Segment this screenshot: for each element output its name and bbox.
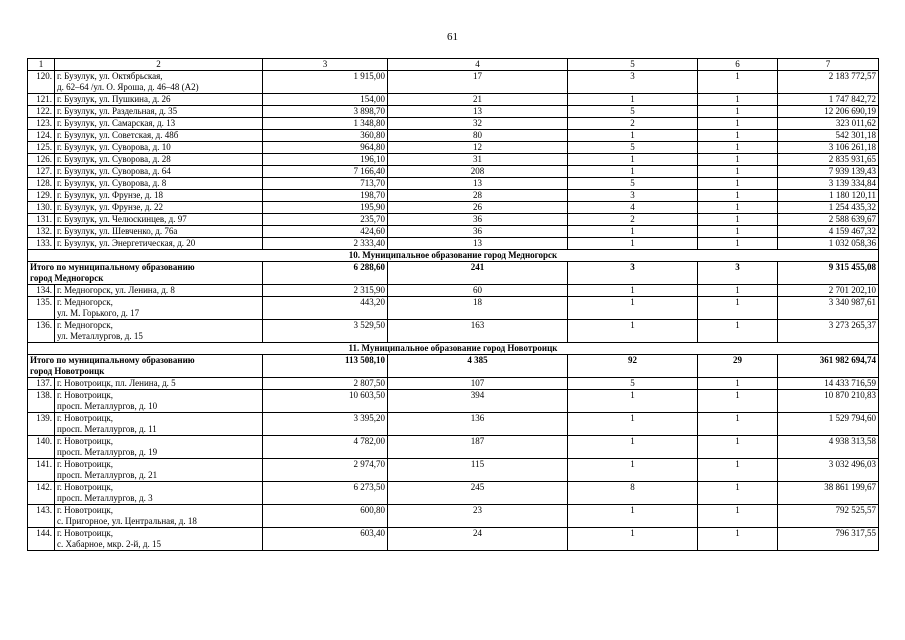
column-7-cell: 12 206 690,19 [778, 106, 879, 118]
column-7-cell: 7 939 139,43 [778, 166, 879, 178]
column-header-4: 4 [388, 59, 568, 71]
column-7-cell: 1 032 058,36 [778, 238, 879, 250]
column-7-cell: 2 835 931,65 [778, 154, 879, 166]
column-7-cell: 796 317,55 [778, 528, 879, 551]
column-5-cell: 1 [568, 505, 698, 528]
column-5-cell: 1 [568, 528, 698, 551]
column-5-cell: 1 [568, 297, 698, 320]
column-4-cell: 28 [388, 190, 568, 202]
table-row [28, 285, 879, 297]
column-3-cell: 443,20 [263, 297, 388, 320]
address-cell [55, 166, 263, 178]
address-cell [55, 238, 263, 250]
table-row [28, 238, 879, 250]
row-number-cell: 143. [28, 505, 55, 528]
row-number-cell: 126. [28, 154, 55, 166]
row-number-cell: 132. [28, 226, 55, 238]
column-4-cell: 18 [388, 297, 568, 320]
address-cell [55, 190, 263, 202]
column-6-cell: 1 [698, 154, 778, 166]
table-row [28, 178, 879, 190]
column-6-cell: 1 [698, 214, 778, 226]
address-cell [55, 528, 263, 551]
column-6-cell: 1 [698, 297, 778, 320]
total-column-7-cell: 9 315 455,08 [778, 262, 879, 285]
column-5-cell: 1 [568, 226, 698, 238]
total-label-line: Итого по муниципальному образованию [30, 262, 195, 272]
total-column-4-cell: 241 [388, 262, 568, 285]
column-4-cell: 17 [388, 71, 568, 94]
column-5-cell: 5 [568, 142, 698, 154]
address-line: г. Бузулук, ул. Суворова, д. 64 [57, 166, 171, 176]
column-5-cell: 1 [568, 166, 698, 178]
column-4-cell: 12 [388, 142, 568, 154]
column-6-cell: 1 [698, 378, 778, 390]
section-total-label [28, 262, 263, 285]
column-6-cell: 1 [698, 202, 778, 214]
column-4-cell: 394 [388, 390, 568, 413]
column-3-cell: 713,70 [263, 178, 388, 190]
address-cell [55, 178, 263, 190]
column-3-cell: 195,90 [263, 202, 388, 214]
column-7-cell: 1 254 435,32 [778, 202, 879, 214]
column-header-row [28, 59, 879, 71]
column-6-cell: 1 [698, 166, 778, 178]
column-4-cell: 13 [388, 238, 568, 250]
address-line: г. Медногорск, ул. Ленина, д. 8 [57, 285, 175, 295]
column-7-cell: 14 433 716,59 [778, 378, 879, 390]
row-number-cell: 134. [28, 285, 55, 297]
column-3-cell: 10 603,50 [263, 390, 388, 413]
column-5-cell: 3 [568, 190, 698, 202]
row-number-cell: 129. [28, 190, 55, 202]
section-heading: 11. Муниципальное образование город Новотроицк [28, 343, 879, 355]
column-3-cell: 3 898,70 [263, 106, 388, 118]
column-5-cell: 1 [568, 94, 698, 106]
address-line: просп. Металлургов, д. 3 [57, 493, 153, 503]
row-number-cell: 142. [28, 482, 55, 505]
column-7-cell: 3 139 334,84 [778, 178, 879, 190]
table-row [28, 118, 879, 130]
column-3-cell: 4 782,00 [263, 436, 388, 459]
address-line: г. Бузулук, ул. Шевченко, д. 76а [57, 226, 178, 236]
row-number-cell: 135. [28, 297, 55, 320]
column-5-cell: 1 [568, 285, 698, 297]
column-7-cell: 3 340 987,61 [778, 297, 879, 320]
column-header-7: 7 [778, 59, 879, 71]
column-6-cell: 1 [698, 528, 778, 551]
column-6-cell: 1 [698, 413, 778, 436]
table-row [28, 154, 879, 166]
total-label-line: город Медногорск [30, 273, 104, 283]
table-row [28, 436, 879, 459]
table-row [28, 413, 879, 436]
row-number-cell: 141. [28, 459, 55, 482]
table-row [28, 106, 879, 118]
column-4-cell: 80 [388, 130, 568, 142]
column-3-cell: 1 348,80 [263, 118, 388, 130]
address-cell [55, 130, 263, 142]
table-row [28, 71, 879, 94]
column-7-cell: 4 159 467,32 [778, 226, 879, 238]
column-3-cell: 2 974,70 [263, 459, 388, 482]
column-3-cell: 964,80 [263, 142, 388, 154]
column-7-cell: 3 032 496,03 [778, 459, 879, 482]
column-header-1: 1 [28, 59, 55, 71]
address-line: г. Новотроицк, [57, 505, 114, 515]
address-line: г. Новотроицк, [57, 459, 114, 469]
section-heading: 10. Муниципальное образование город Медногорск [28, 250, 879, 262]
column-3-cell: 154,00 [263, 94, 388, 106]
address-line: г. Новотроицк, [57, 436, 114, 446]
column-3-cell: 600,80 [263, 505, 388, 528]
column-5-cell: 1 [568, 320, 698, 343]
address-line: г. Бузулук, ул. Октябрьская, [57, 71, 163, 81]
table-row [28, 190, 879, 202]
address-cell [55, 94, 263, 106]
address-cell [55, 214, 263, 226]
column-5-cell: 1 [568, 459, 698, 482]
address-cell [55, 142, 263, 154]
address-line: г. Новотроицк, [57, 528, 114, 538]
column-7-cell: 3 106 261,18 [778, 142, 879, 154]
row-number-cell: 136. [28, 320, 55, 343]
row-number-cell: 139. [28, 413, 55, 436]
column-4-cell: 36 [388, 226, 568, 238]
column-3-cell: 3 395,20 [263, 413, 388, 436]
housing-registry-table [27, 58, 879, 551]
column-5-cell: 3 [568, 71, 698, 94]
total-column-5-cell: 3 [568, 262, 698, 285]
column-4-cell: 13 [388, 178, 568, 190]
address-line: г. Бузулук, ул. Челюскинцев, д. 97 [57, 214, 187, 224]
column-6-cell: 1 [698, 178, 778, 190]
row-number-cell: 137. [28, 378, 55, 390]
address-line: с. Пригорное, ул. Центральная, д. 18 [57, 516, 197, 526]
column-4-cell: 208 [388, 166, 568, 178]
column-7-cell: 2 183 772,57 [778, 71, 879, 94]
address-line: г. Бузулук, ул. Энергетическая, д. 20 [57, 238, 196, 248]
column-5-cell: 5 [568, 106, 698, 118]
address-line: г. Бузулук, ул. Суворова, д. 28 [57, 154, 171, 164]
address-line: г. Бузулук, ул. Самарская, д. 13 [57, 118, 176, 128]
section-total-row [28, 355, 879, 378]
column-7-cell: 4 938 313,58 [778, 436, 879, 459]
table-row [28, 214, 879, 226]
address-cell [55, 320, 263, 343]
address-cell [55, 505, 263, 528]
address-cell [55, 378, 263, 390]
row-number-cell: 128. [28, 178, 55, 190]
address-cell [55, 154, 263, 166]
column-3-cell: 235,70 [263, 214, 388, 226]
total-column-3-cell: 6 288,60 [263, 262, 388, 285]
address-cell [55, 118, 263, 130]
address-line: г. Медногорск, [57, 297, 113, 307]
row-number-cell: 122. [28, 106, 55, 118]
table-row [28, 226, 879, 238]
column-7-cell: 323 011,62 [778, 118, 879, 130]
table-row [28, 378, 879, 390]
column-5-cell: 4 [568, 202, 698, 214]
column-4-cell: 32 [388, 118, 568, 130]
column-7-cell: 1 180 120,11 [778, 190, 879, 202]
table-row [28, 130, 879, 142]
table-row [28, 142, 879, 154]
column-4-cell: 60 [388, 285, 568, 297]
column-6-cell: 1 [698, 285, 778, 297]
column-7-cell: 1 529 794,60 [778, 413, 879, 436]
row-number-cell: 138. [28, 390, 55, 413]
address-line: г. Медногорск, [57, 320, 113, 330]
column-6-cell: 1 [698, 238, 778, 250]
column-3-cell: 196,10 [263, 154, 388, 166]
address-line: г. Бузулук, ул. Фрунзе, д. 18 [57, 190, 163, 200]
row-number-cell: 123. [28, 118, 55, 130]
column-6-cell: 1 [698, 436, 778, 459]
column-4-cell: 245 [388, 482, 568, 505]
column-5-cell: 5 [568, 378, 698, 390]
row-number-cell: 120. [28, 71, 55, 94]
column-4-cell: 24 [388, 528, 568, 551]
column-6-cell: 1 [698, 130, 778, 142]
column-5-cell: 1 [568, 390, 698, 413]
total-label-line: Итого по муниципальному образованию [30, 355, 195, 365]
address-cell [55, 71, 263, 94]
section-heading-row [28, 250, 879, 262]
table-row [28, 320, 879, 343]
column-7-cell: 2 701 202,10 [778, 285, 879, 297]
row-number-cell: 130. [28, 202, 55, 214]
section-heading-row [28, 343, 879, 355]
row-number-cell: 124. [28, 130, 55, 142]
column-7-cell: 10 870 210,83 [778, 390, 879, 413]
column-5-cell: 5 [568, 178, 698, 190]
column-7-cell: 38 861 199,67 [778, 482, 879, 505]
table-row [28, 166, 879, 178]
column-4-cell: 36 [388, 214, 568, 226]
column-5-cell: 1 [568, 130, 698, 142]
address-line: просп. Металлургов, д. 11 [57, 424, 157, 434]
address-line: г. Бузулук, ул. Фрунзе, д. 22 [57, 202, 163, 212]
row-number-cell: 127. [28, 166, 55, 178]
total-column-7-cell: 361 982 694,74 [778, 355, 879, 378]
column-header-5: 5 [568, 59, 698, 71]
column-3-cell: 6 273,50 [263, 482, 388, 505]
column-3-cell: 603,40 [263, 528, 388, 551]
column-6-cell: 1 [698, 482, 778, 505]
column-5-cell: 1 [568, 154, 698, 166]
column-6-cell: 1 [698, 118, 778, 130]
column-3-cell: 3 529,50 [263, 320, 388, 343]
address-cell [55, 390, 263, 413]
column-7-cell: 1 747 842,72 [778, 94, 879, 106]
address-cell [55, 285, 263, 297]
address-line: ул. Металлургов, д. 15 [57, 331, 143, 341]
column-header-2: 2 [55, 59, 263, 71]
section-total-label [28, 355, 263, 378]
total-column-3-cell: 113 508,10 [263, 355, 388, 378]
column-7-cell: 2 588 639,67 [778, 214, 879, 226]
table-row [28, 297, 879, 320]
column-4-cell: 13 [388, 106, 568, 118]
total-column-6-cell: 3 [698, 262, 778, 285]
address-cell [55, 106, 263, 118]
total-column-4-cell: 4 385 [388, 355, 568, 378]
row-number-cell: 133. [28, 238, 55, 250]
table-row [28, 459, 879, 482]
column-4-cell: 26 [388, 202, 568, 214]
column-5-cell: 2 [568, 118, 698, 130]
column-5-cell: 2 [568, 214, 698, 226]
column-3-cell: 2 333,40 [263, 238, 388, 250]
address-cell [55, 436, 263, 459]
address-line: г. Бузулук, ул. Суворова, д. 10 [57, 142, 171, 152]
column-5-cell: 1 [568, 238, 698, 250]
column-4-cell: 136 [388, 413, 568, 436]
column-6-cell: 1 [698, 320, 778, 343]
address-cell [55, 202, 263, 214]
total-label-line: город Новотроицк [30, 366, 105, 376]
column-5-cell: 1 [568, 436, 698, 459]
address-line: г. Бузулук, ул. Пушкина, д. 26 [57, 94, 171, 104]
address-line: г. Бузулук, ул. Суворова, д. 8 [57, 178, 167, 188]
column-3-cell: 198,70 [263, 190, 388, 202]
column-4-cell: 107 [388, 378, 568, 390]
total-column-6-cell: 29 [698, 355, 778, 378]
column-5-cell: 1 [568, 413, 698, 436]
table-row [28, 528, 879, 551]
page-number: 61 [447, 31, 458, 43]
row-number-cell: 144. [28, 528, 55, 551]
table-row [28, 505, 879, 528]
table-row [28, 390, 879, 413]
column-4-cell: 23 [388, 505, 568, 528]
address-line: с. Хабарное, мкр. 2-й, д. 15 [57, 539, 161, 549]
address-cell [55, 226, 263, 238]
column-3-cell: 1 915,00 [263, 71, 388, 94]
total-column-5-cell: 92 [568, 355, 698, 378]
column-3-cell: 360,80 [263, 130, 388, 142]
column-3-cell: 2 807,50 [263, 378, 388, 390]
column-4-cell: 187 [388, 436, 568, 459]
column-6-cell: 1 [698, 71, 778, 94]
address-cell [55, 459, 263, 482]
column-header-3: 3 [263, 59, 388, 71]
table-body [28, 59, 879, 551]
column-7-cell: 542 301,18 [778, 130, 879, 142]
column-6-cell: 1 [698, 94, 778, 106]
column-6-cell: 1 [698, 190, 778, 202]
column-3-cell: 7 166,40 [263, 166, 388, 178]
address-line: г. Бузулук, ул. Раздельная, д. 35 [57, 106, 178, 116]
address-line: просп. Металлургов, д. 21 [57, 470, 158, 480]
column-6-cell: 1 [698, 390, 778, 413]
address-line: г. Новотроицк, [57, 413, 114, 423]
address-line: г. Новотроицк, [57, 390, 114, 400]
row-number-cell: 125. [28, 142, 55, 154]
column-3-cell: 424,60 [263, 226, 388, 238]
column-4-cell: 31 [388, 154, 568, 166]
column-6-cell: 1 [698, 459, 778, 482]
address-cell [55, 482, 263, 505]
row-number-cell: 140. [28, 436, 55, 459]
address-line: г. Новотроицк, пл. Ленина, д. 5 [57, 378, 176, 388]
column-6-cell: 1 [698, 106, 778, 118]
column-6-cell: 1 [698, 142, 778, 154]
address-line: д. 62–64 /ул. О. Яроша, д. 46–48 (А2) [57, 82, 199, 92]
address-cell [55, 297, 263, 320]
table-row [28, 482, 879, 505]
address-line: просп. Металлургов, д. 19 [57, 447, 158, 457]
table-row [28, 202, 879, 214]
row-number-cell: 121. [28, 94, 55, 106]
column-4-cell: 115 [388, 459, 568, 482]
address-line: ул. М. Горького, д. 17 [57, 308, 140, 318]
table-row [28, 94, 879, 106]
column-header-6: 6 [698, 59, 778, 71]
column-7-cell: 792 525,57 [778, 505, 879, 528]
column-4-cell: 21 [388, 94, 568, 106]
row-number-cell: 131. [28, 214, 55, 226]
column-5-cell: 8 [568, 482, 698, 505]
column-6-cell: 1 [698, 505, 778, 528]
section-total-row [28, 262, 879, 285]
address-line: г. Новотроицк, [57, 482, 114, 492]
address-cell [55, 413, 263, 436]
address-line: г. Бузулук, ул. Советская, д. 48б [57, 130, 179, 140]
address-line: просп. Металлургов, д. 10 [57, 401, 158, 411]
column-4-cell: 163 [388, 320, 568, 343]
column-6-cell: 1 [698, 226, 778, 238]
column-3-cell: 2 315,90 [263, 285, 388, 297]
column-7-cell: 3 273 265,37 [778, 320, 879, 343]
